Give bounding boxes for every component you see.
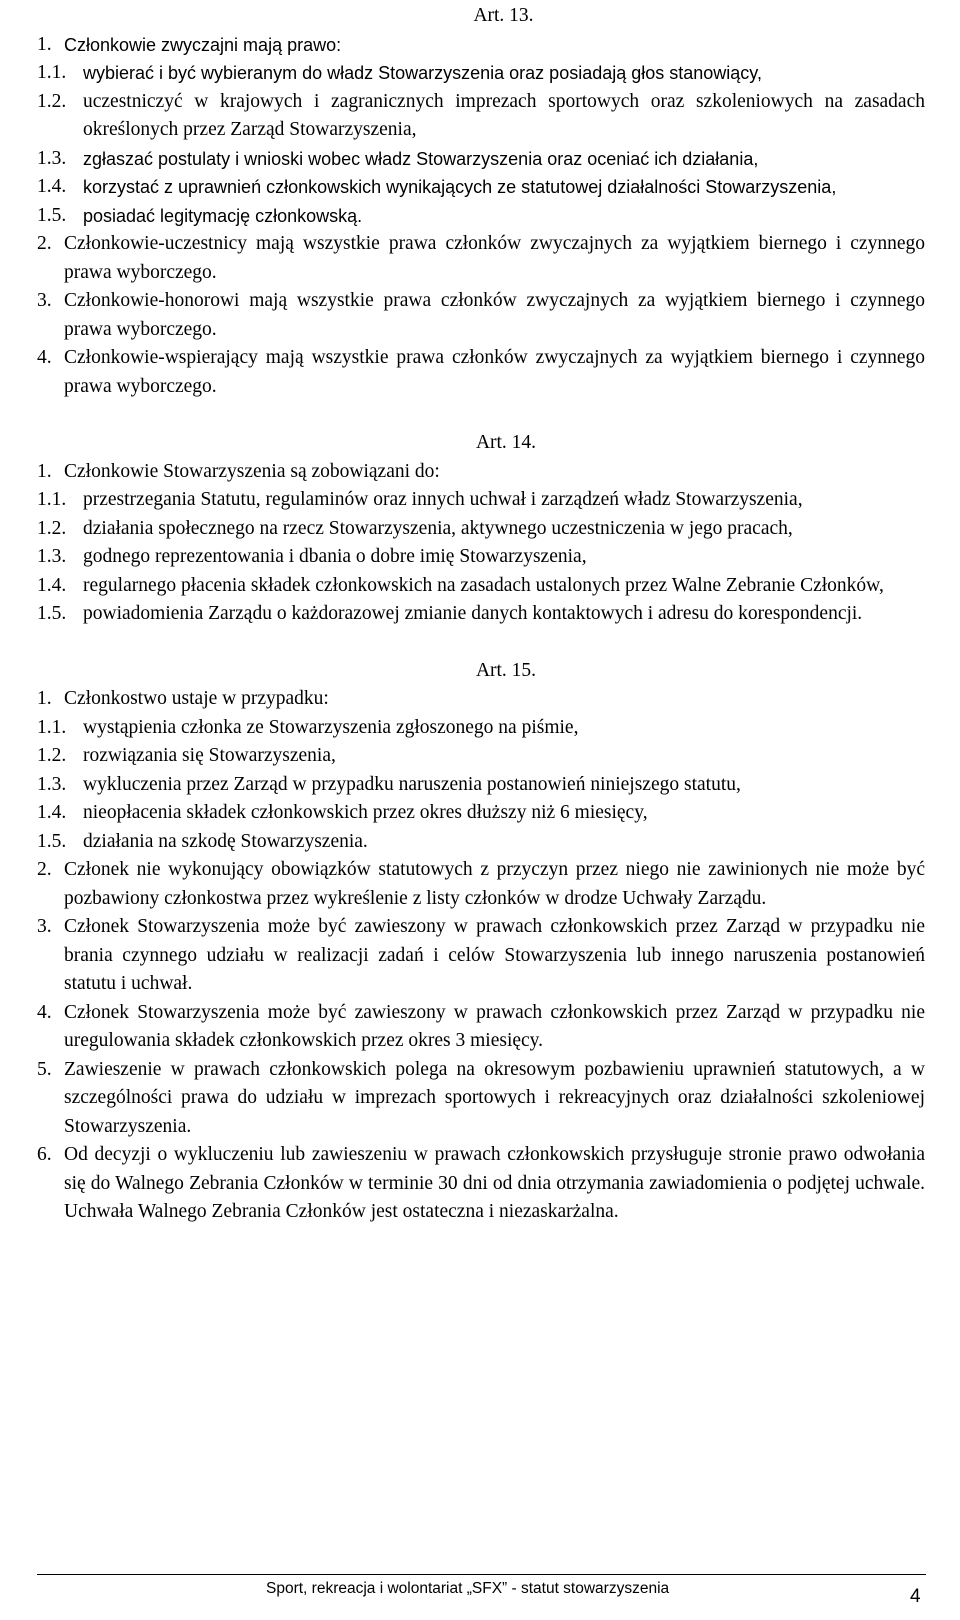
item-number: 1.1.	[37, 716, 67, 738]
item-text: powiadomienia Zarządu o każdorazowej zmianie danych kontaktowych i adresu do korespondencji.	[83, 603, 863, 624]
article-13-heading: Art. 13.	[473, 5, 534, 26]
item-text: Członkowie-uczestnicy mają wszystkie prawa członków zwyczajnych za wyjątkiem biernego i czynnego prawa wyborczego.	[64, 233, 925, 283]
art15-item-5	[37, 1056, 925, 1142]
art15-item-1-1	[37, 714, 925, 743]
item-number: 4.	[37, 1001, 52, 1023]
item-number: 2.	[37, 859, 52, 880]
art15-item-3	[37, 913, 925, 999]
item-number: 1.	[37, 688, 52, 709]
item-number: 6.	[37, 1144, 52, 1165]
item-number: 1.1.	[37, 489, 67, 510]
item-text: Od decyzji o wykluczeniu lub zawieszeniu w prawach członkowskich przysługuje stronie prawo odwołania się do Walnego Zebrania Członków w terminie 30 dni od dnia otrzymania zawiadomienia o podjętej uchwale. Uchwała Walnego Zebrania Członków jest ostateczna i niezaskarżalna.	[64, 1144, 925, 1222]
art14-item-1-1	[37, 486, 925, 515]
item-number: 5.	[37, 1058, 52, 1080]
item-text: działania na szkodę Stowarzyszenia.	[83, 830, 368, 852]
item-number: 3.	[37, 916, 52, 937]
art14-item-1-5	[37, 600, 925, 629]
item-text: nieopłacenia składek członkowskich przez okres dłuższy niż 6 miesięcy,	[83, 802, 648, 823]
item-number: 1.3.	[37, 773, 67, 795]
art13-item-1-2	[37, 88, 925, 145]
item-text: Członek Stowarzyszenia może być zawieszony w prawach członkowskich przez Zarząd w przypadku nie uregulowania składek członkowskich przez okres 3 miesięcy.	[64, 1001, 925, 1051]
art15-item-1-5	[37, 828, 925, 857]
item-text: godnego reprezentowania i dbania o dobre imię Stowarzyszenia,	[83, 546, 587, 567]
item-number: 1.1.	[37, 62, 67, 83]
item-text: wybierać i być wybieranym do władz Stowarzyszenia oraz posiadają głos stanowiący,	[83, 63, 762, 83]
item-text: Członek Stowarzyszenia może być zawieszony w prawach członkowskich przez Zarząd w przypadku nie brania czynnego udziału w realizacji zadań i celów Stowarzyszenia lub innego naruszenia postanowień statutu i uchwał.	[64, 916, 925, 994]
item-text: korzystać z uprawnień członkowskich wynikających ze statutowej działalności Stowarzyszenia,	[83, 177, 837, 197]
art13-item-1-5	[37, 202, 925, 231]
footer-title: Sport, rekreacja i wolontariat „SFX” - statut stowarzyszenia	[266, 1580, 670, 1597]
art13-item-1	[37, 31, 925, 60]
page-footer	[0, 1574, 960, 1614]
item-text: wystąpienia członka ze Stowarzyszenia zgłoszonego na piśmie,	[83, 716, 579, 738]
art15-item-2	[37, 856, 925, 913]
art15-item-1	[37, 685, 925, 714]
item-number: 4.	[37, 347, 52, 368]
item-number: 1.3.	[37, 546, 67, 567]
art13-item-1-3	[37, 145, 925, 174]
art13-item-3	[37, 287, 925, 344]
item-number: 1.4.	[37, 802, 67, 823]
item-number: 1.4.	[37, 574, 67, 596]
art14-item-1-2	[37, 515, 925, 544]
item-number: 1.	[37, 460, 52, 482]
art15-item-6	[37, 1141, 925, 1227]
item-text: Członkowie-honorowi mają wszystkie prawa członków zwyczajnych za wyjątkiem biernego i czynnego prawa wyborczego.	[64, 290, 925, 340]
item-number: 1.2.	[37, 90, 67, 112]
item-text: rozwiązania się Stowarzyszenia,	[83, 745, 336, 766]
item-number: 1.	[37, 33, 52, 55]
article-15-heading: Art. 15.	[475, 659, 537, 681]
item-text: posiadać legitymację członkowską.	[83, 205, 363, 226]
item-text: przestrzegania Statutu, regulaminów oraz innych uchwał i zarządzeń władz Stowarzyszenia,	[83, 489, 803, 510]
art15-item-4	[37, 999, 925, 1056]
item-number: 1.2.	[37, 517, 67, 539]
art14-item-1-3	[37, 543, 925, 572]
item-number: 1.5.	[37, 603, 67, 624]
art13-item-2	[37, 230, 925, 287]
item-number: 1.4.	[37, 176, 67, 197]
item-text: Członkostwo ustaje w przypadku:	[64, 688, 329, 709]
art13-item-4	[37, 344, 925, 401]
article-14-heading: Art. 14.	[475, 432, 537, 453]
art13-item-1-4	[37, 173, 925, 202]
item-text: Członkowie-wspierający mają wszystkie prawa członków zwyczajnych za wyjątkiem biernego i czynnego prawa wyborczego.	[64, 347, 925, 397]
art15-item-1-2	[37, 742, 925, 771]
item-number: 1.5.	[37, 204, 67, 226]
item-text: regularnego płacenia składek członkowskich na zasadach ustalonych przez Walne Zebranie Członków,	[83, 574, 884, 596]
art14-item-1-4	[37, 572, 925, 601]
item-text: Zawieszenie w prawach członkowskich polega na okresowym pozbawieniu uprawnień statutowych, a w szczególności prawa do udziału w imprezach sportowych i rekreacyjnych oraz działalności szkoleniowej Stowarzyszenia.	[64, 1058, 925, 1137]
art14-item-1	[37, 458, 925, 487]
item-text: wykluczenia przez Zarząd w przypadku naruszenia postanowień niniejszego statutu,	[83, 773, 741, 795]
item-text: Członek nie wykonujący obowiązków statutowych z przyczyn przez niego nie zawinionych nie może być pozbawiony członkostwa przez wykreślenie z listy członków w drodze Uchwały Zarządu.	[64, 859, 925, 909]
art13-item-1-1	[37, 59, 925, 88]
document-content	[37, 2, 925, 1227]
item-text: zgłaszać postulaty i wnioski wobec władz Stowarzyszenia oraz oceniać ich działania,	[83, 148, 759, 169]
item-number: 1.2.	[37, 745, 67, 766]
item-number: 1.3.	[37, 147, 67, 169]
item-text: działania społecznego na rzecz Stowarzyszenia, aktywnego uczestniczenia w jego pracach,	[83, 517, 793, 539]
item-number: 1.5.	[37, 830, 67, 852]
item-text: uczestniczyć w krajowych i zagranicznych imprezach sportowych oraz szkoleniowych na zasadach określonych przez Zarząd Stowarzyszenia,	[83, 90, 925, 140]
footer-divider	[37, 1574, 926, 1575]
item-number: 2.	[37, 233, 52, 254]
page-number: 4	[910, 1586, 921, 1607]
item-number: 3.	[37, 290, 52, 311]
item-text: Członkowie Stowarzyszenia są zobowiązani do:	[64, 460, 440, 482]
art15-item-1-3	[37, 771, 925, 800]
item-text: Członkowie zwyczajni mają prawo:	[64, 34, 342, 55]
art15-item-1-4	[37, 799, 925, 828]
